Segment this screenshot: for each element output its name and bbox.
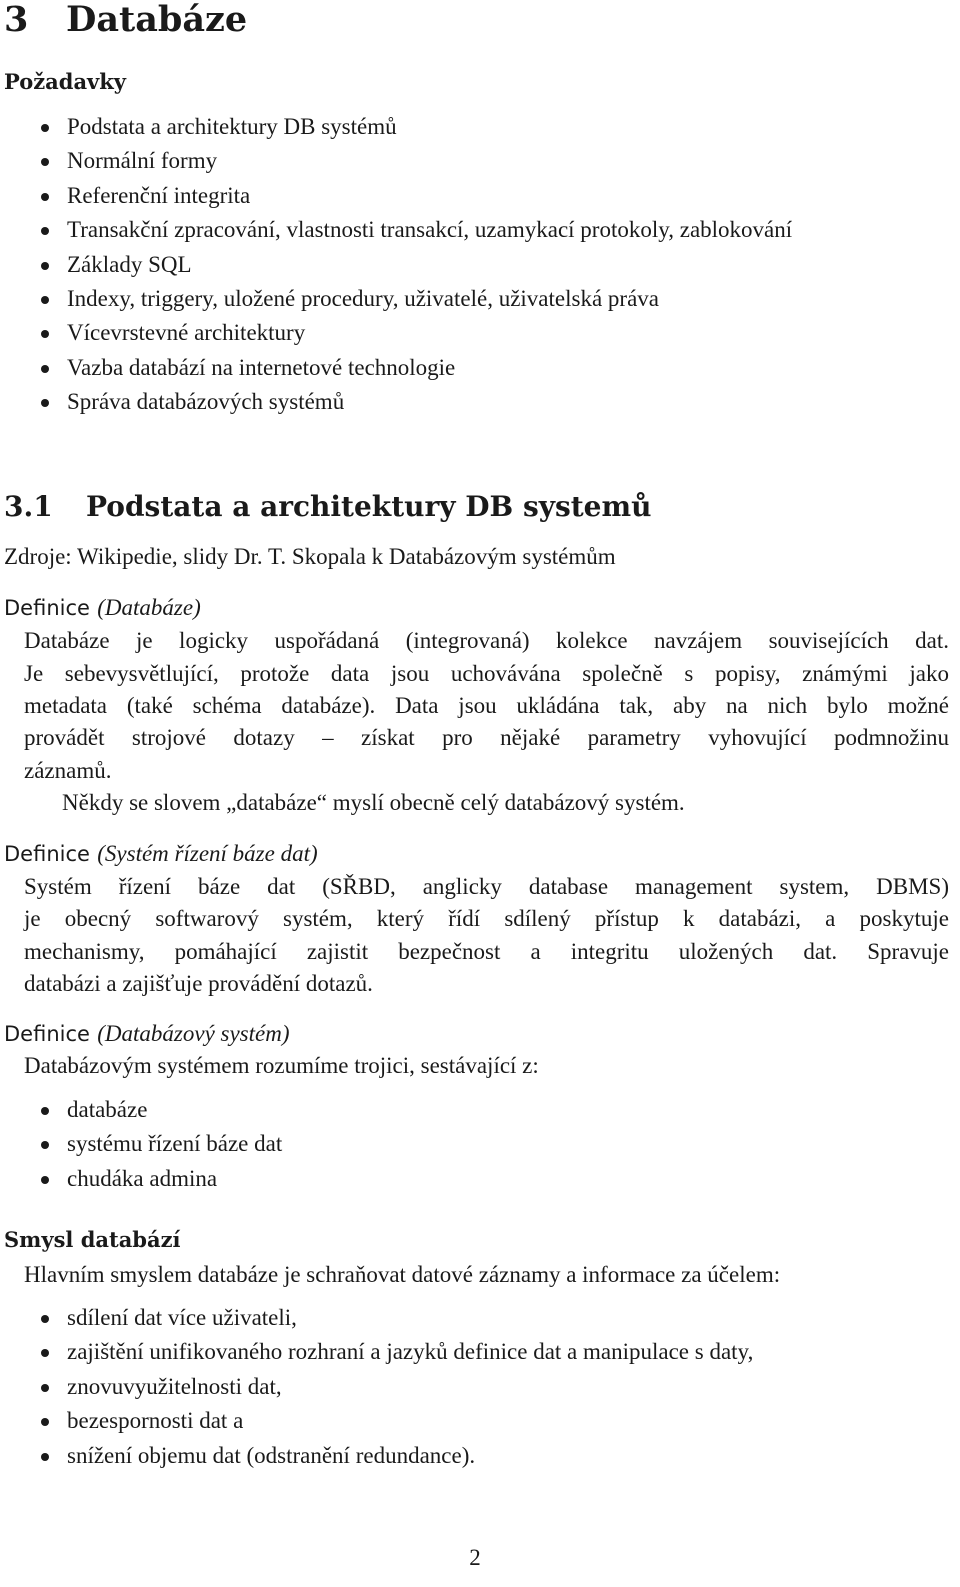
- definition-title: (Databázový systém): [97, 1021, 290, 1046]
- list-item: snížení objemu dat (odstranění redundance).: [0, 1439, 753, 1473]
- purpose-intro: Hlavním smyslem databáze je schraňovat datové záznamy a informace za účelem:: [24, 1262, 781, 1287]
- database-system-list: [0, 1093, 282, 1196]
- chapter-title: Databáze: [66, 0, 248, 40]
- definition-title: (Databáze): [97, 595, 201, 620]
- list-item: systému řízení báze dat: [0, 1127, 282, 1161]
- definition-text-line: provádět strojové dotazy – získat pro nějaké parametry vyhovující podmnožinu: [24, 725, 949, 750]
- list-item: Indexy, triggery, uložené procedury, uživatelé, uživatelská práva: [0, 282, 792, 316]
- definition-heading: [4, 838, 318, 870]
- definition-keyword: Definice: [4, 596, 90, 620]
- section-number: 3.1: [4, 490, 53, 523]
- list-item: Základy SQL: [0, 248, 792, 282]
- chapter-number: 3: [4, 0, 29, 40]
- definition-title: (Systém řízení báze dat): [97, 841, 318, 866]
- page-number: 2: [469, 1545, 481, 1570]
- purpose-heading: Smysl databází: [4, 1227, 181, 1252]
- definition-text-line: Systém řízení báze dat (SŘBD, anglicky database management system, DBMS): [24, 874, 949, 899]
- definition-text-line: metadata (také schéma databáze). Data jsou ukládána tak, aby na nich bylo možné: [24, 693, 949, 718]
- list-item: chudáka admina: [0, 1162, 282, 1196]
- sources-line: Zdroje: Wikipedie, slidy Dr. T. Skopala k Databázovým systémům: [4, 544, 616, 569]
- list-item: databáze: [0, 1093, 282, 1127]
- list-item: Správa databázových systémů: [0, 385, 792, 419]
- list-item: zajištění unifikovaného rozhraní a jazyků definice dat a manipulace s daty,: [0, 1335, 753, 1369]
- requirements-list: [0, 110, 792, 420]
- list-item: znovuvyužitelnosti dat,: [0, 1370, 753, 1404]
- section-title: Podstata a architektury DB systemů: [86, 490, 652, 523]
- list-item: Vazba databází na internetové technologie: [0, 351, 792, 385]
- chapter-heading: [4, 0, 247, 44]
- list-item: bezespornosti dat a: [0, 1404, 753, 1438]
- list-item: Referenční integrita: [0, 179, 792, 213]
- list-item: Normální formy: [0, 144, 792, 178]
- definition-text-line: mechanismy, pomáhající zajistit bezpečnost a integritu uložených dat. Spravuje: [24, 939, 949, 964]
- definition-text-line: Databáze je logicky uspořádaná (integrovaná) kolekce navzájem souvisejících dat.: [24, 628, 949, 653]
- definition-text-line: Je sebevysvětlující, protože data jsou uchovávána společně s popisy, známými jako: [24, 661, 949, 686]
- definition-note: Někdy se slovem „databáze“ myslí obecně celý databázový systém.: [62, 790, 685, 815]
- definition-heading: [4, 1018, 290, 1050]
- definition-text-line: databázi a zajišťuje provádění dotazů.: [24, 971, 373, 996]
- definition-keyword: Definice: [4, 1022, 90, 1046]
- definition-keyword: Definice: [4, 842, 90, 866]
- definition-intro: Databázovým systémem rozumíme trojici, sestávající z:: [24, 1053, 539, 1078]
- list-item: Transakční zpracování, vlastnosti transakcí, uzamykací protokoly, zablokování: [0, 213, 792, 247]
- definition-heading: [4, 592, 201, 624]
- purpose-list: [0, 1301, 753, 1473]
- section-heading: [4, 488, 651, 526]
- definition-text-line: záznamů.: [24, 758, 112, 783]
- list-item: Vícevrstevné architektury: [0, 316, 792, 350]
- list-item: sdílení dat více uživateli,: [0, 1301, 753, 1335]
- list-item: Podstata a architektury DB systémů: [0, 110, 792, 144]
- requirements-heading: Požadavky: [4, 69, 127, 94]
- definition-text-line: je obecný softwarový systém, který řídí sdílený přístup k databázi, a poskytuje: [24, 906, 949, 931]
